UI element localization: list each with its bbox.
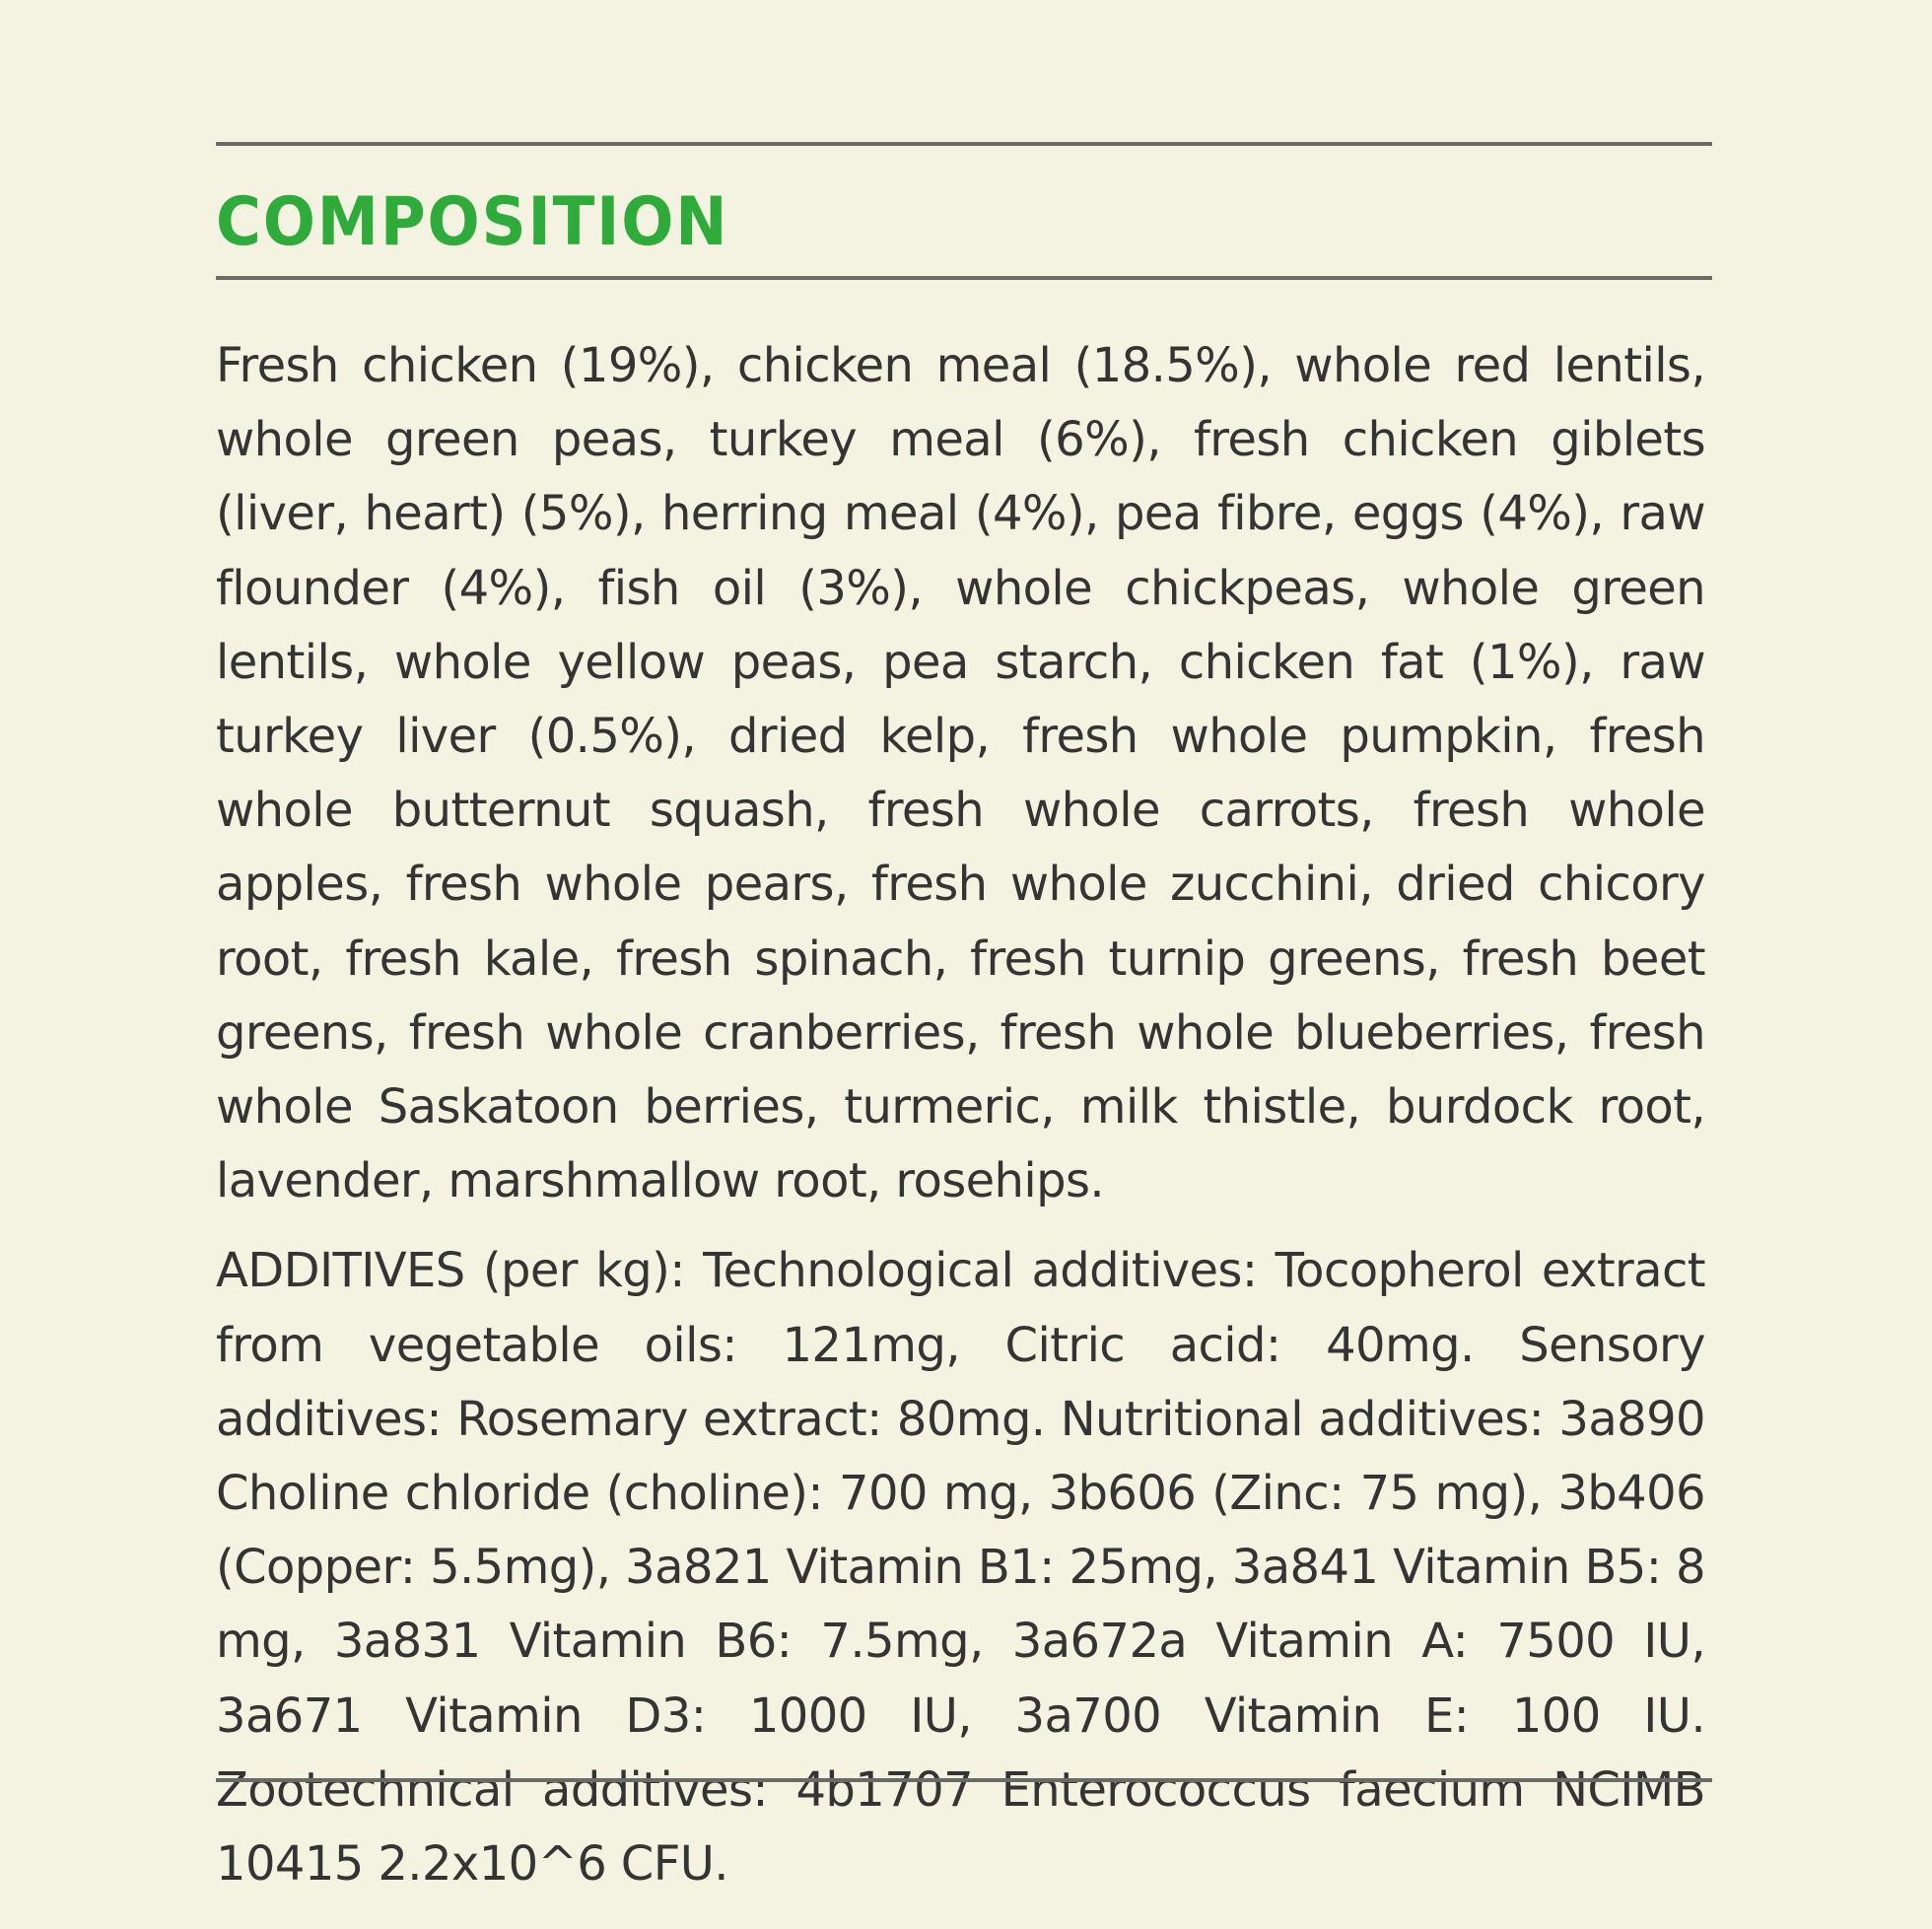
- heading-divider: [216, 276, 1712, 280]
- ingredients-paragraph: Fresh chicken (19%), chicken meal (18.5%), whole red lentils, whole green peas, turkey meal (6%), fresh chicken giblets (liver, heart) (5%), herring meal (4%), pea fibre, eggs (4%), raw flounder (4%), fish oil (3%), whole chickpeas, whole green lentils, whole yellow peas, pea starch, chicken fat (1%), raw turkey liver (0.5%), dried kelp, fresh whole pumpkin, fresh whole butternut squash, fresh whole carrots, fresh whole apples, fresh whole pears, fresh whole zucchini, dried chicory root, fresh kale, fresh spinach, fresh turnip greens, fresh beet greens, fresh whole cranberries, fresh whole blueberries, fresh whole Saskatoon berries, turmeric, milk thistle, burdock root, lavender, marshmallow root, rosehips.: [216, 338, 1705, 1209]
- composition-panel: [216, 142, 1712, 1901]
- section-heading: COMPOSITION: [216, 183, 729, 261]
- top-divider: [216, 142, 1712, 146]
- bottom-divider: [216, 1778, 1712, 1782]
- additives-paragraph: ADDITIVES (per kg): Technological additives: Tocopherol extract from vegetable oils: 121mg, Citric acid: 40mg. Sensory additives: Rosemary extract: 80mg. Nutritional additives: 3a890 Choline chloride (choline): 700 mg, 3b606 (Zinc: 75 mg), 3b406 (Copper: 5.5mg), 3a821 Vitamin B1: 25mg, 3a841 Vitamin B5: 8 mg, 3a831 Vitamin B6: 7.5mg, 3a672a Vitamin A: 7500 IU, 3a671 Vitamin D3: 1000 IU, 3a700 Vitamin E: 100 IU. Zootechnical additives: 4b1707 Enterococcus faecium NCIMB 10415 2.2x10^6 CFU.: [216, 1243, 1705, 1893]
